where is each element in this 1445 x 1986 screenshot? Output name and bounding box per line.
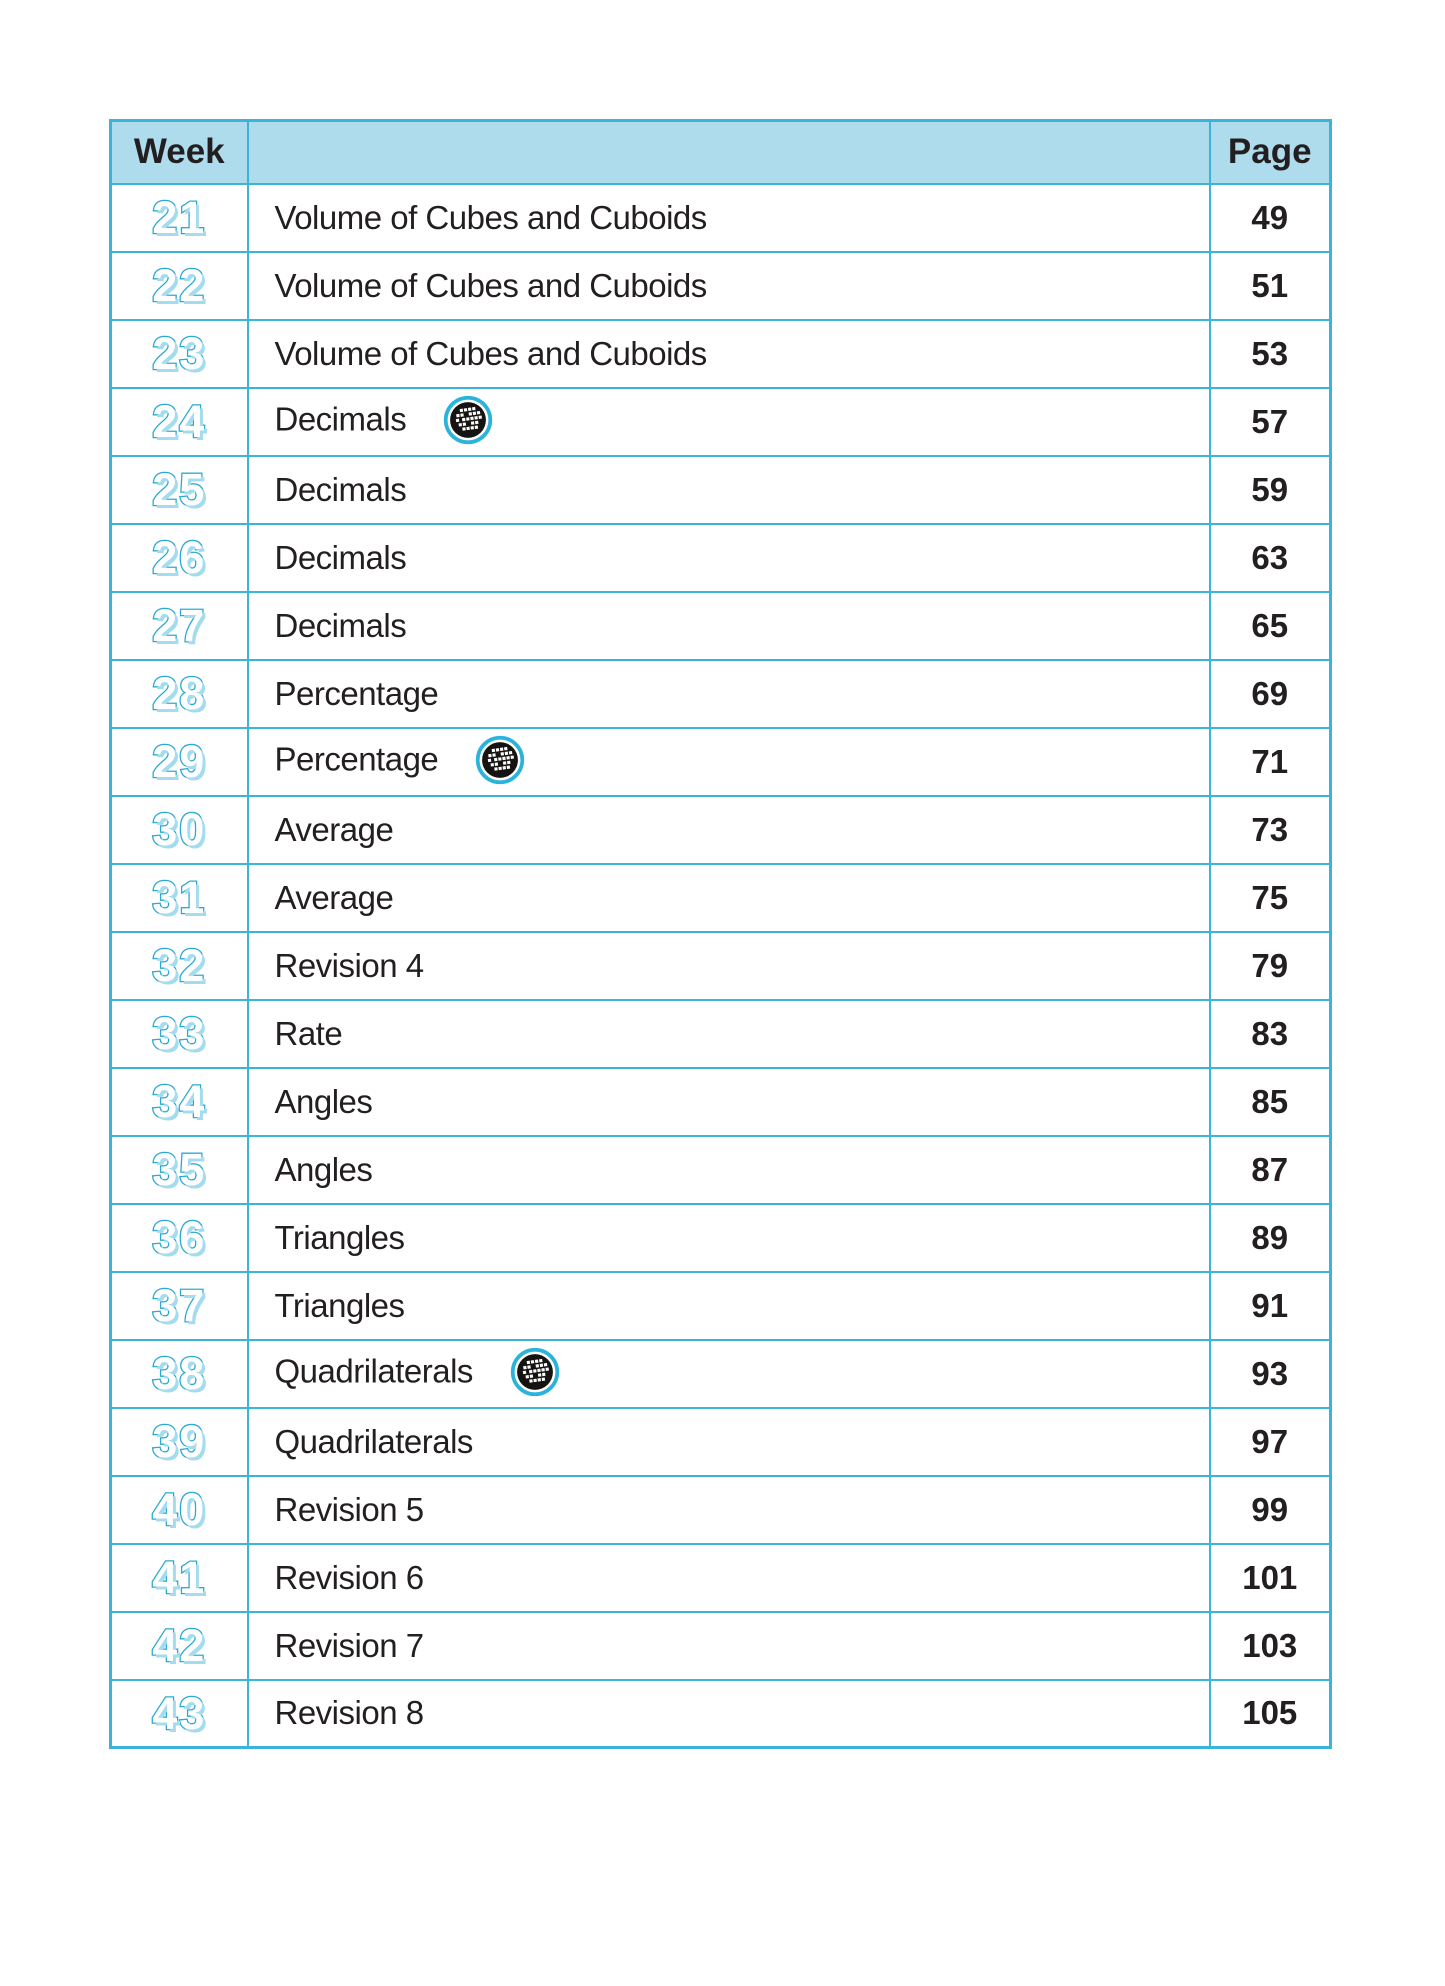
- topic-cell: [248, 1408, 1210, 1476]
- table-row: [111, 1204, 1331, 1272]
- week-number: 31: [152, 872, 207, 923]
- week-number: 25: [152, 464, 207, 515]
- week-cell: [111, 592, 248, 660]
- topic-cell: [248, 864, 1210, 932]
- topic-label: Volume of Cubes and Cuboids: [274, 334, 707, 372]
- topic-cell: [248, 456, 1210, 524]
- topic-cell: [248, 796, 1210, 864]
- topic-cell: [248, 524, 1210, 592]
- week-cell: [111, 320, 248, 388]
- table-row: [111, 1000, 1331, 1068]
- topic-cell: [248, 660, 1210, 728]
- week-number: 39: [152, 1416, 207, 1467]
- week-cell: [111, 796, 248, 864]
- table-row: [111, 1612, 1331, 1680]
- topic-cell: [248, 1544, 1210, 1612]
- topic-cell: [248, 252, 1210, 320]
- page-number: 51: [1251, 266, 1289, 304]
- page-number: 65: [1251, 606, 1289, 644]
- topic-cell: [248, 388, 1210, 456]
- page-number: 101: [1242, 1558, 1298, 1596]
- page-number: 63: [1251, 538, 1289, 576]
- topic-cell: [248, 1476, 1210, 1544]
- week-number: 26: [152, 532, 207, 583]
- topic-cell: [248, 1204, 1210, 1272]
- topic-column-header: [248, 121, 1210, 184]
- topic-cell: [248, 1272, 1210, 1340]
- table-row: [111, 252, 1331, 320]
- topic-label: Decimals: [274, 470, 407, 508]
- week-cell: [111, 1272, 248, 1340]
- table-row: [111, 1340, 1331, 1408]
- page-number: 99: [1251, 1490, 1289, 1528]
- week-number: 30: [152, 804, 207, 855]
- page-cell: [1210, 1000, 1331, 1068]
- page-number: 53: [1251, 334, 1289, 372]
- week-number: 41: [152, 1552, 207, 1603]
- week-number: 32: [152, 940, 207, 991]
- topic-label: Revision 7: [274, 1626, 424, 1664]
- page-number: 97: [1251, 1422, 1289, 1460]
- qr-code-icon: [443, 395, 493, 445]
- topic-label: Decimals: [274, 400, 407, 438]
- table-row: [111, 728, 1331, 796]
- week-cell: [111, 728, 248, 796]
- table-row: [111, 592, 1331, 660]
- page-cell: [1210, 1204, 1331, 1272]
- page-number: 105: [1242, 1694, 1298, 1732]
- page-number: 69: [1251, 674, 1289, 712]
- week-cell: [111, 1476, 248, 1544]
- week-cell: [111, 864, 248, 932]
- topic-cell: [248, 1000, 1210, 1068]
- page-cell: [1210, 1476, 1331, 1544]
- week-cell: [111, 1136, 248, 1204]
- topic-label: Quadrilaterals: [274, 1352, 473, 1390]
- table-row: [111, 1544, 1331, 1612]
- topic-cell: [248, 728, 1210, 796]
- table-row: [111, 388, 1331, 456]
- page-number: 59: [1251, 470, 1289, 508]
- topic-cell: [248, 1068, 1210, 1136]
- page-number: 85: [1251, 1082, 1289, 1120]
- week-cell: [111, 456, 248, 524]
- page-number: 75: [1251, 878, 1289, 916]
- page-cell: [1210, 252, 1331, 320]
- page-number: 87: [1251, 1150, 1289, 1188]
- topic-label: Volume of Cubes and Cuboids: [274, 198, 707, 236]
- page-cell: [1210, 1680, 1331, 1748]
- topic-label: Revision 4: [274, 946, 424, 984]
- week-column-header: Week: [111, 121, 248, 184]
- page-cell: [1210, 184, 1331, 252]
- page-cell: [1210, 1340, 1331, 1408]
- table-header-row: [111, 121, 1331, 184]
- page-cell: [1210, 1136, 1331, 1204]
- page-cell: [1210, 592, 1331, 660]
- page-cell: [1210, 864, 1331, 932]
- week-cell: [111, 1204, 248, 1272]
- topic-label: Decimals: [274, 606, 407, 644]
- week-number: 21: [152, 192, 207, 243]
- week-cell: [111, 1680, 248, 1748]
- topic-cell: [248, 1612, 1210, 1680]
- week-cell: [111, 252, 248, 320]
- table-row: [111, 1680, 1331, 1748]
- week-cell: [111, 1612, 248, 1680]
- table-row: [111, 660, 1331, 728]
- week-cell: [111, 524, 248, 592]
- week-cell: [111, 1068, 248, 1136]
- contents-table: [109, 119, 1332, 1749]
- qr-code-icon: [510, 1347, 560, 1397]
- week-cell: [111, 1000, 248, 1068]
- topic-label: Revision 5: [274, 1490, 424, 1528]
- table-row: [111, 1272, 1331, 1340]
- week-number: 37: [152, 1280, 207, 1331]
- topic-cell: [248, 592, 1210, 660]
- page-cell: [1210, 320, 1331, 388]
- page-number: 83: [1251, 1014, 1289, 1052]
- page-cell: [1210, 388, 1331, 456]
- week-number: 24: [152, 396, 207, 447]
- page-number: 57: [1251, 402, 1289, 440]
- page-number: 73: [1251, 810, 1289, 848]
- table-row: [111, 1476, 1331, 1544]
- page-column-header: Page: [1210, 121, 1331, 184]
- topic-label: Angles: [274, 1150, 373, 1188]
- week-cell: [111, 1544, 248, 1612]
- table-row: [111, 1408, 1331, 1476]
- page-cell: [1210, 660, 1331, 728]
- topic-cell: [248, 184, 1210, 252]
- page-cell: [1210, 728, 1331, 796]
- page-cell: [1210, 1068, 1331, 1136]
- table-row: [111, 864, 1331, 932]
- week-number: 36: [152, 1212, 207, 1263]
- page-number: 89: [1251, 1218, 1289, 1256]
- topic-cell: [248, 1340, 1210, 1408]
- page-cell: [1210, 1408, 1331, 1476]
- topic-label: Triangles: [274, 1218, 405, 1256]
- table-row: [111, 796, 1331, 864]
- qr-code-icon: [475, 735, 525, 785]
- table-row: [111, 932, 1331, 1000]
- week-number: 40: [152, 1484, 207, 1535]
- week-cell: [111, 932, 248, 1000]
- page-cell: [1210, 932, 1331, 1000]
- week-cell: [111, 184, 248, 252]
- topic-cell: [248, 1136, 1210, 1204]
- week-number: 33: [152, 1008, 207, 1059]
- page-number: 93: [1251, 1354, 1289, 1392]
- page-number: 49: [1251, 198, 1289, 236]
- week-number: 38: [152, 1348, 207, 1399]
- week-number: 28: [152, 668, 207, 719]
- week-number: 29: [152, 736, 207, 787]
- week-number: 34: [152, 1076, 207, 1127]
- week-number: 42: [152, 1620, 207, 1671]
- topic-cell: [248, 320, 1210, 388]
- page-cell: [1210, 1272, 1331, 1340]
- page-cell: [1210, 524, 1331, 592]
- topic-cell: [248, 932, 1210, 1000]
- week-cell: [111, 1408, 248, 1476]
- topic-label: Volume of Cubes and Cuboids: [274, 266, 707, 304]
- page-number: 79: [1251, 946, 1289, 984]
- table-row: [111, 1136, 1331, 1204]
- page-cell: [1210, 1612, 1331, 1680]
- topic-label: Quadrilaterals: [274, 1422, 473, 1460]
- week-number: 27: [152, 600, 207, 651]
- topic-label: Rate: [274, 1014, 343, 1052]
- table-row: [111, 524, 1331, 592]
- table-row: [111, 456, 1331, 524]
- topic-label: Revision 6: [274, 1558, 424, 1596]
- table-row: [111, 184, 1331, 252]
- week-cell: [111, 388, 248, 456]
- topic-label: Revision 8: [274, 1694, 424, 1732]
- table-row: [111, 1068, 1331, 1136]
- topic-label: Percentage: [274, 674, 439, 712]
- page-cell: [1210, 456, 1331, 524]
- week-number: 23: [152, 328, 207, 379]
- page-number: 103: [1242, 1626, 1298, 1664]
- week-number: 43: [152, 1687, 207, 1739]
- week-number: 35: [152, 1144, 207, 1195]
- page-number: 91: [1251, 1286, 1289, 1324]
- table-row: [111, 320, 1331, 388]
- page-cell: [1210, 1544, 1331, 1612]
- topic-cell: [248, 1680, 1210, 1748]
- page-cell: [1210, 796, 1331, 864]
- page-number: 71: [1251, 742, 1289, 780]
- week-cell: [111, 1340, 248, 1408]
- topic-label: Average: [274, 878, 394, 916]
- topic-label: Triangles: [274, 1286, 405, 1324]
- week-number: 22: [152, 260, 207, 311]
- topic-label: Average: [274, 810, 394, 848]
- topic-label: Angles: [274, 1082, 373, 1120]
- topic-label: Decimals: [274, 538, 407, 576]
- week-cell: [111, 660, 248, 728]
- topic-label: Percentage: [274, 740, 439, 778]
